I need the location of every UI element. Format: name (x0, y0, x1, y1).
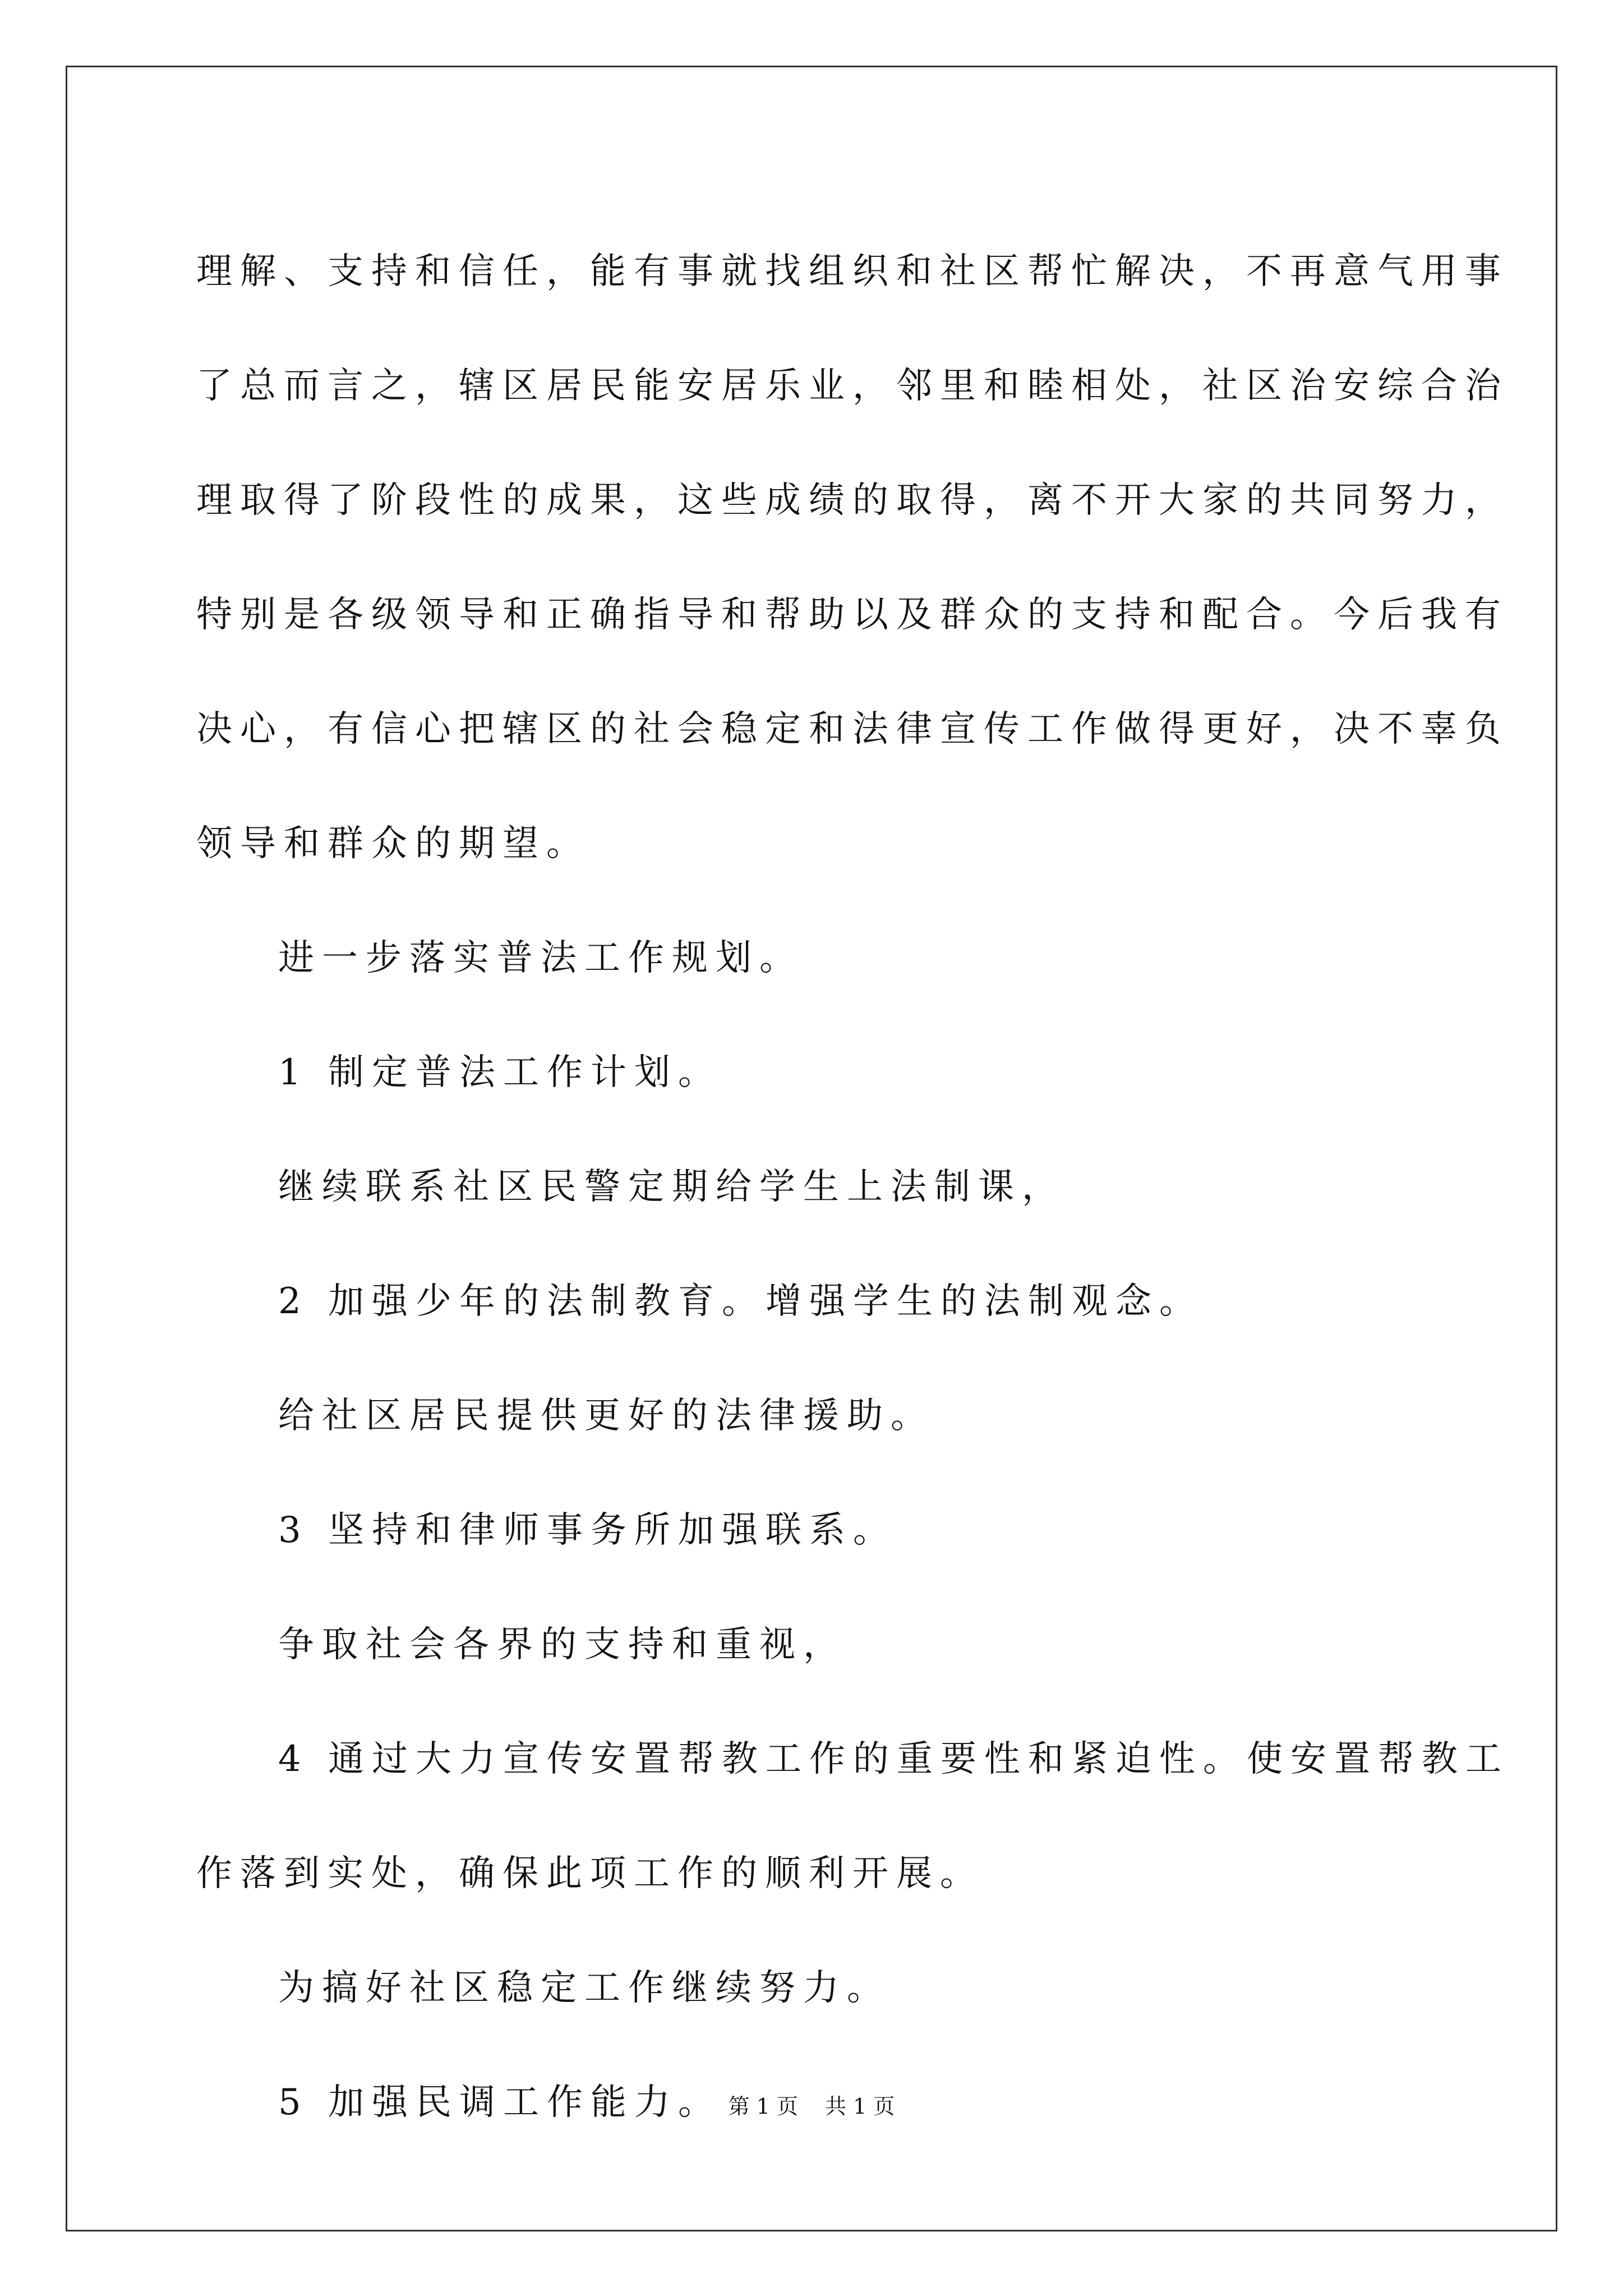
page-footer (0, 2092, 1623, 2120)
page-total: 共 1 页 (825, 2094, 895, 2119)
paragraph (196, 1702, 1510, 1931)
paragraph (196, 901, 1430, 1015)
text-line: 继续联系社区民警定期给学生上法制课， (278, 1166, 1066, 1208)
text-line: 1 制定普法工作计划。 (278, 1052, 722, 1093)
paragraph (196, 1588, 1430, 1702)
document-body (196, 214, 1510, 2160)
text-line: 5 加强民调工作能力。 (278, 2082, 722, 2123)
paragraph (196, 1931, 1430, 2045)
page-number: 第 1 页 (728, 2094, 798, 2119)
text-line: 领导和群众的期望。 (196, 823, 590, 864)
text-line: 作落到实处，确保此项工作的顺利开展。 (196, 1853, 984, 1894)
paragraph-continuation (196, 214, 1509, 901)
text-line: 进一步落实普法工作规划。 (278, 937, 803, 979)
paragraph (196, 1015, 1430, 1130)
text-line: 争取社会各界的支持和重视， (278, 1624, 847, 1665)
text-line: 决心，有信心把辖区的社会稳定和法律宣传工作做得更好，决不辜负 (196, 708, 1509, 750)
text-line: 3 坚持和律师事务所加强联系。 (278, 1510, 897, 1551)
text-line: 为搞好社区稳定工作继续努力。 (278, 1967, 891, 2009)
text-line: 了总而言之，辖区居民能安居乐业，邻里和睦相处，社区治安综合治 (196, 365, 1509, 407)
paragraph (196, 1244, 1430, 1359)
text-line: 2 加强少年的法制教育。增强学生的法制观念。 (278, 1281, 1204, 1322)
text-line: 4 通过大力宣传安置帮教工作的重要性和紧迫性。使安置帮教工 (278, 1738, 1510, 1780)
paragraph (196, 1473, 1430, 1588)
text-line: 特别是各级领导和正确指导和帮助以及群众的支持和配合。今后我有 (196, 594, 1509, 636)
text-line: 给社区居民提供更好的法律援助。 (278, 1395, 934, 1437)
paragraph (196, 1359, 1430, 1473)
text-line: 理取得了阶段性的成果，这些成绩的取得，离不开大家的共同努力， (196, 480, 1509, 521)
text-line: 理解、支持和信任，能有事就找组织和社区帮忙解决，不再意气用事 (196, 251, 1509, 292)
paragraph (196, 1130, 1430, 1244)
